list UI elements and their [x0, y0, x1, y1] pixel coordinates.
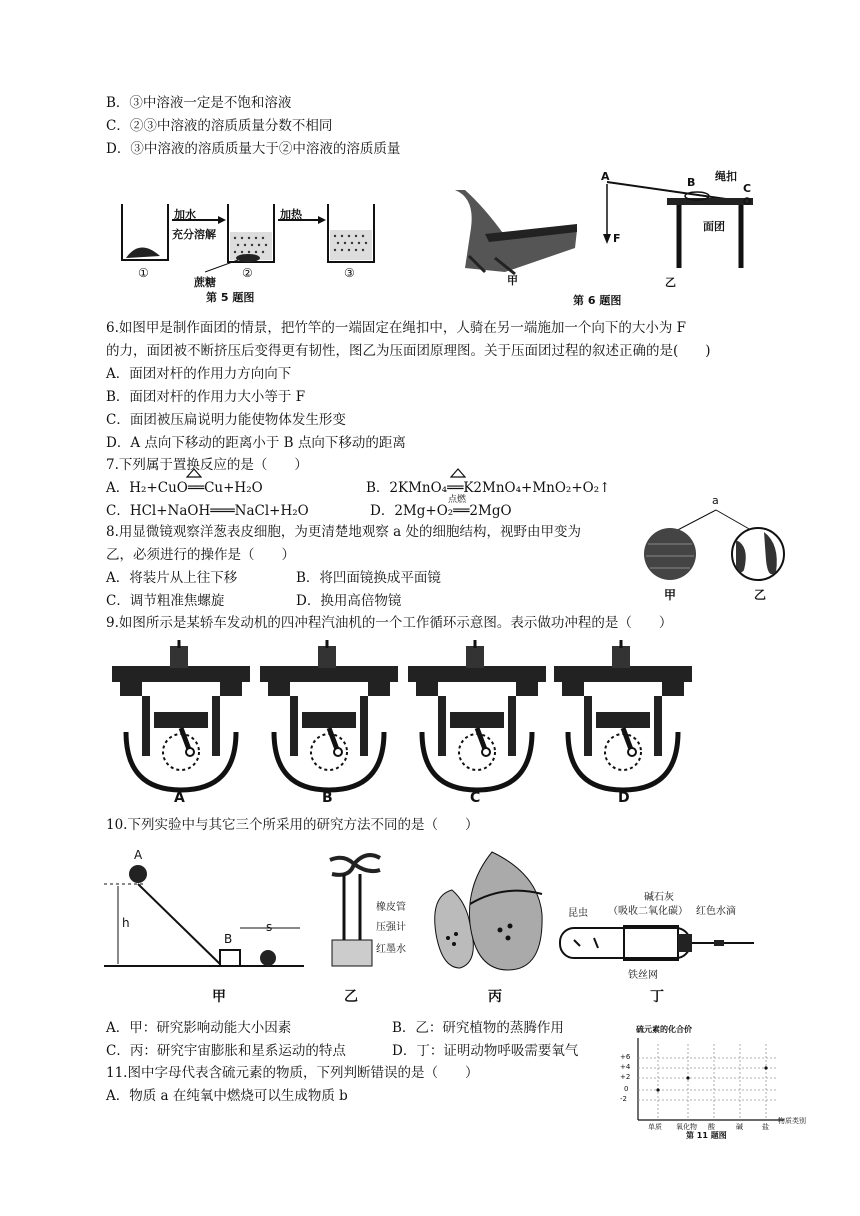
label-yi-view: 乙: [754, 588, 767, 602]
label-point-b: B: [687, 176, 696, 189]
exp-label-tube: 橡皮管: [376, 902, 406, 913]
q9-stem: 9.如图所示是某轿车发动机的四冲程汽油机的一个工作循环示意图。表示做功冲程的是（ ）: [106, 615, 673, 631]
exp-label-h: h: [122, 916, 130, 930]
label-beaker-1: ①: [138, 266, 149, 280]
label-jia-view: 甲: [664, 588, 677, 602]
engine-strokes-diagram: [112, 640, 692, 810]
q11-stem: 11.图中字母代表含硫元素的物质，下列判断错误的是（ ）: [106, 1065, 479, 1081]
chart-ytick-plus6: +6: [620, 1053, 631, 1061]
label-sucrose: 蔗糖: [194, 276, 216, 289]
chart-caption: 第 11 题图: [686, 1131, 727, 1140]
exp-label-b: B: [224, 932, 233, 946]
chart-xcat-oxide: 氧化物: [676, 1123, 697, 1131]
heat-triangle-icon: [450, 468, 466, 478]
q10-stem: 10.下列实验中与其它三个所采用的研究方法不同的是（ ）: [106, 817, 479, 833]
exp-label-lime: 碱石灰: [644, 892, 674, 903]
dough-press-diagram: [445, 168, 765, 310]
chart-ytick-minus2: -2: [620, 1095, 627, 1103]
q8-option-b: B．将凹面镜换成平面镜: [296, 570, 441, 586]
engine-label-d: D: [618, 790, 630, 806]
q4-option-b: B．③中溶液一定是不饱和溶液: [106, 95, 292, 111]
exp-label-red-ink: 红墨水: [376, 944, 406, 955]
beakers-diagram: [110, 186, 380, 306]
label-point-a: A: [601, 170, 610, 183]
q7-ignite-label: 点燃: [448, 495, 467, 505]
label-jia: 甲: [507, 274, 518, 287]
label-heat: 加热: [280, 208, 302, 221]
label-yi: 乙: [665, 276, 676, 289]
exp-label-bing: 丙: [488, 989, 502, 1005]
label-dough: 面团: [703, 220, 725, 233]
chart-x-title: 物质类别: [778, 1117, 806, 1125]
figure-6: [445, 168, 765, 310]
label-beaker-3: ③: [344, 266, 355, 280]
q6-option-c: C．面团被压扁说明力能使物体发生形变: [106, 412, 346, 428]
q10-option-b: B．乙：研究植物的蒸腾作用: [392, 1020, 564, 1036]
exp-label-ding: 丁: [650, 989, 664, 1005]
exp-label-jia: 甲: [212, 989, 226, 1005]
q6-option-d: D．A 点向下移动的距离小于 B 点向下移动的距离: [106, 435, 406, 451]
exp-label-lime-note: （吸收二氧化碳）: [608, 906, 688, 917]
engine-label-c: C: [470, 790, 481, 806]
q6-option-a: A．面团对杆的作用力方向向下: [106, 366, 292, 382]
chart-ytick-zero: 0: [624, 1085, 629, 1093]
label-point-c: C: [743, 182, 752, 195]
experiments-figure: [104, 844, 794, 1004]
exp-label-a: A: [134, 848, 143, 862]
q7-option-a: A．H₂+CuO══Cu+H₂O: [106, 480, 263, 496]
chart-xcat-base: 碱: [736, 1123, 743, 1131]
q7-option-b: B．2KMnO₄══K2MnO₄+MnO₂+O₂↑: [366, 480, 611, 496]
label-rope-buckle: 绳扣: [715, 170, 737, 183]
q7-option-d: D．2Mg+O₂══2MgO: [370, 503, 512, 519]
chart-y-title: 硫元素的化合价: [636, 1025, 692, 1034]
chart-xcat-salt: 盐: [762, 1123, 769, 1131]
exp-label-mesh: 铁丝网: [628, 970, 658, 981]
q8-stem-line1: 8.用显微镜观察洋葱表皮细胞，为更清楚地观察 a 处的细胞结构，视野由甲变为: [106, 524, 582, 540]
chart-xcat-acid: 酸: [708, 1123, 715, 1131]
label-dissolve: 充分溶解: [172, 228, 216, 241]
q6-option-b: B．面团对杆的作用力大小等于 F: [106, 389, 306, 405]
q7-option-c: C．HCl+NaOH═══NaCl+H₂O: [106, 503, 309, 519]
q8-option-a: A．将装片从上往下移: [106, 570, 238, 586]
q8-stem-line2: 乙，必须进行的操作是（ ）: [106, 547, 295, 563]
q6-stem-line1: 6.如图甲是制作面团的情景，把竹竿的一端固定在绳扣中，人骑在另一端施加一个向下的大小为 F: [106, 320, 687, 336]
q4-option-d: D．③中溶液的溶质质量大于②中溶液的溶质质量: [106, 141, 401, 157]
figure-5-caption: 第 5 题图: [206, 291, 255, 304]
chart-ytick-plus4: +4: [620, 1063, 631, 1071]
label-beaker-2: ②: [242, 266, 253, 280]
exp-label-gauge: 压强计: [376, 922, 406, 933]
label-force-f: F: [613, 232, 621, 245]
q4-option-c: C．②③中溶液的溶质质量分数不相同: [106, 118, 333, 134]
chart-ytick-plus2: +2: [620, 1073, 631, 1081]
microscope-figure: [640, 494, 790, 608]
q10-option-d: D．丁：证明动物呼吸需要氧气: [392, 1043, 579, 1059]
heat-triangle-icon: [186, 468, 202, 478]
exp-label-yi: 乙: [344, 989, 358, 1005]
engine-label-b: B: [322, 790, 333, 806]
q8-option-d: D．换用高倍物镜: [296, 593, 402, 609]
q11-option-a: A．物质 a 在纯氧中燃烧可以生成物质 b: [106, 1088, 348, 1104]
figure-5: [110, 186, 380, 306]
figure-6-caption: 第 6 题图: [573, 294, 622, 307]
exp-label-insect: 昆虫: [568, 908, 588, 919]
engine-strokes-figure: [112, 640, 692, 810]
experiments-diagram: [104, 844, 794, 1004]
exp-label-red-drop: 红色水滴: [696, 906, 736, 917]
microscope-views: [640, 500, 790, 608]
chart-xcat-element: 单质: [648, 1123, 662, 1131]
label-a: a: [712, 494, 719, 507]
q10-option-c: C．丙：研究宇宙膨胀和星系运动的特点: [106, 1043, 346, 1059]
q10-option-a: A．甲：研究影响动能大小因素: [106, 1020, 292, 1036]
label-add-water: 加水: [174, 208, 196, 221]
engine-label-a: A: [174, 790, 185, 806]
q8-option-c: C．调节粗准焦螺旋: [106, 593, 225, 609]
q6-stem-line2: 的力，面团被不断挤压后变得更有韧性，图乙为压面团原理图。关于压面团过程的叙述正确的是( ): [106, 343, 711, 359]
sulfur-valence-chart: [616, 1024, 824, 1140]
q7-stem: 7.下列属于置换反应的是（ ）: [106, 457, 308, 473]
exp-label-s: s: [266, 920, 273, 934]
